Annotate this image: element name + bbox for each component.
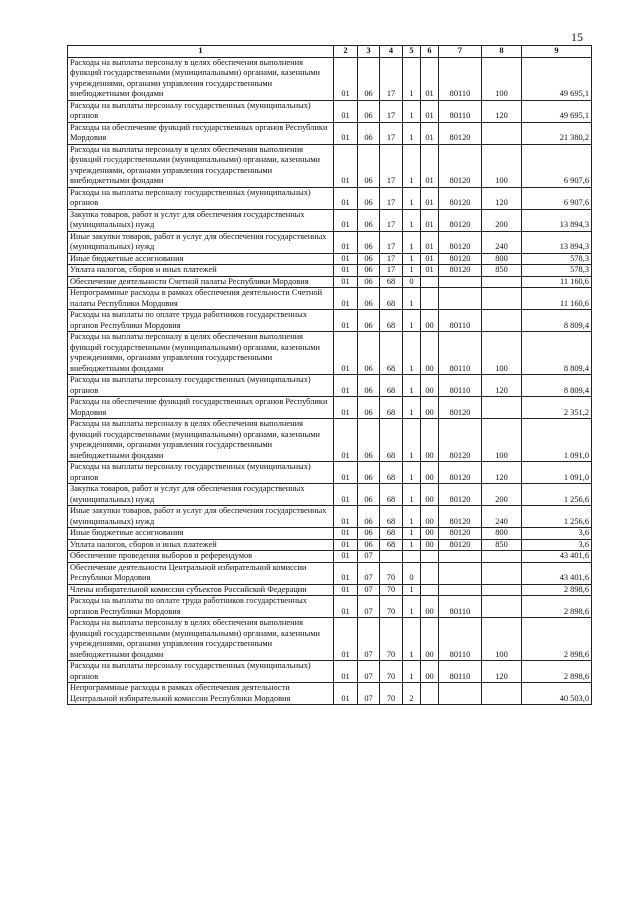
code-cell: 80120 — [439, 539, 482, 551]
code-cell: 01 — [421, 187, 439, 209]
table-row — [68, 375, 592, 397]
row-name-cell: Иные бюджетные ассигнования — [68, 528, 334, 540]
amount-cell: 49 695,1 — [522, 57, 592, 100]
code-cell: 1 — [403, 231, 421, 253]
code-cell: 80120 — [439, 462, 482, 484]
code-cell: 200 — [482, 209, 522, 231]
table-row — [68, 122, 592, 144]
code-cell: 80120 — [439, 122, 482, 144]
column-header: 4 — [380, 46, 403, 58]
code-cell: 1 — [403, 100, 421, 122]
code-cell: 01 — [334, 332, 358, 375]
code-cell — [439, 683, 482, 705]
code-cell: 68 — [380, 528, 403, 540]
code-cell: 70 — [380, 562, 403, 584]
code-cell: 1 — [403, 187, 421, 209]
table-row — [68, 187, 592, 209]
code-cell: 00 — [421, 397, 439, 419]
amount-cell: 11 160,6 — [522, 288, 592, 310]
code-cell — [482, 562, 522, 584]
table-row — [68, 661, 592, 683]
code-cell: 120 — [482, 661, 522, 683]
code-cell: 01 — [334, 506, 358, 528]
code-cell: 0 — [403, 562, 421, 584]
column-header: 5 — [403, 46, 421, 58]
table-row — [68, 562, 592, 584]
code-cell: 80120 — [439, 253, 482, 265]
amount-cell: 2 898,6 — [522, 618, 592, 661]
code-cell: 01 — [334, 596, 358, 618]
row-name-cell: Иные бюджетные ассигнования — [68, 253, 334, 265]
code-cell: 06 — [358, 375, 380, 397]
table-row — [68, 484, 592, 506]
row-name-cell: Обеспечение проведения выборов и референдумов — [68, 551, 334, 563]
code-cell: 68 — [380, 310, 403, 332]
code-cell — [482, 310, 522, 332]
code-cell — [421, 683, 439, 705]
table-row — [68, 144, 592, 187]
code-cell: 120 — [482, 462, 522, 484]
code-cell: 1 — [403, 265, 421, 277]
code-cell: 17 — [380, 231, 403, 253]
column-header: 1 — [68, 46, 334, 58]
code-cell: 01 — [334, 551, 358, 563]
code-cell: 01 — [334, 618, 358, 661]
code-cell: 68 — [380, 462, 403, 484]
row-name-cell: Расходы на обеспечение функций государственных органов Республики Мордовия — [68, 397, 334, 419]
code-cell: 80120 — [439, 484, 482, 506]
code-cell: 06 — [358, 231, 380, 253]
column-header: 7 — [439, 46, 482, 58]
code-cell: 68 — [380, 506, 403, 528]
row-name-cell: Расходы на обеспечение функций государственных органов Республики Мордовия — [68, 122, 334, 144]
code-cell: 07 — [358, 596, 380, 618]
code-cell: 120 — [482, 375, 522, 397]
code-cell: 1 — [403, 310, 421, 332]
code-cell: 01 — [334, 484, 358, 506]
code-cell: 17 — [380, 187, 403, 209]
amount-cell: 6 907,6 — [522, 144, 592, 187]
code-cell: 850 — [482, 265, 522, 277]
table-row — [68, 584, 592, 596]
code-cell: 240 — [482, 506, 522, 528]
code-cell — [439, 288, 482, 310]
code-cell: 1 — [403, 288, 421, 310]
code-cell: 01 — [334, 419, 358, 462]
code-cell: 01 — [334, 100, 358, 122]
table-row — [68, 265, 592, 277]
code-cell: 17 — [380, 265, 403, 277]
code-cell — [482, 551, 522, 563]
code-cell: 01 — [421, 265, 439, 277]
code-cell: 01 — [334, 462, 358, 484]
code-cell: 1 — [403, 584, 421, 596]
table-row — [68, 419, 592, 462]
code-cell — [439, 276, 482, 288]
code-cell: 17 — [380, 253, 403, 265]
code-cell — [380, 551, 403, 563]
row-name-cell: Обеспечение деятельности Счетной палаты Республики Мордовия — [68, 276, 334, 288]
row-name-cell: Расходы на выплаты по оплате труда работников государственных органов Республики Мордовия — [68, 310, 334, 332]
amount-cell: 2 898,6 — [522, 596, 592, 618]
code-cell: 01 — [334, 122, 358, 144]
code-cell: 01 — [334, 288, 358, 310]
amount-cell: 1 256,6 — [522, 506, 592, 528]
code-cell: 06 — [358, 484, 380, 506]
code-cell: 80110 — [439, 375, 482, 397]
code-cell: 100 — [482, 57, 522, 100]
code-cell — [421, 276, 439, 288]
table-row — [68, 539, 592, 551]
code-cell: 06 — [358, 265, 380, 277]
code-cell: 01 — [334, 539, 358, 551]
code-cell: 68 — [380, 539, 403, 551]
column-header: 2 — [334, 46, 358, 58]
code-cell: 80110 — [439, 332, 482, 375]
code-cell: 80110 — [439, 310, 482, 332]
table-row — [68, 253, 592, 265]
code-cell: 06 — [358, 332, 380, 375]
code-cell — [482, 683, 522, 705]
code-cell: 00 — [421, 419, 439, 462]
code-cell: 00 — [421, 332, 439, 375]
code-cell: 200 — [482, 484, 522, 506]
amount-cell: 2 351,2 — [522, 397, 592, 419]
code-cell: 01 — [421, 144, 439, 187]
code-cell: 00 — [421, 484, 439, 506]
code-cell: 01 — [334, 661, 358, 683]
amount-cell: 1 091,0 — [522, 462, 592, 484]
column-header: 6 — [421, 46, 439, 58]
code-cell: 1 — [403, 397, 421, 419]
code-cell: 06 — [358, 122, 380, 144]
code-cell: 1 — [403, 618, 421, 661]
code-cell: 01 — [334, 265, 358, 277]
code-cell: 01 — [334, 253, 358, 265]
row-name-cell: Непрограммные расходы в рамках обеспечения деятельности Центральной избирательной комиссии Республики Мордовия — [68, 683, 334, 705]
code-cell: 00 — [421, 539, 439, 551]
code-cell — [482, 596, 522, 618]
table-row — [68, 276, 592, 288]
amount-cell: 6 907,6 — [522, 187, 592, 209]
code-cell: 01 — [334, 187, 358, 209]
row-name-cell: Расходы на выплаты персоналу в целях обеспечения выполнения функций государственными (муниципальными) органами, казенными учреждениями, органами управления государственными внебюджетными фондами — [68, 144, 334, 187]
table-row — [68, 57, 592, 100]
code-cell — [482, 584, 522, 596]
code-cell: 01 — [334, 562, 358, 584]
row-name-cell: Расходы на выплаты персоналу в целях обеспечения выполнения функций государственными (муниципальными) органами, казенными учреждениями, органами управления государственными внебюджетными фондами — [68, 419, 334, 462]
code-cell: 06 — [358, 187, 380, 209]
row-name-cell: Расходы на выплаты персоналу государственных (муниципальных) органов — [68, 375, 334, 397]
amount-cell: 43 401,6 — [522, 551, 592, 563]
code-cell: 17 — [380, 209, 403, 231]
amount-cell: 3,6 — [522, 528, 592, 540]
code-cell: 1 — [403, 462, 421, 484]
table-header-row — [68, 46, 592, 58]
code-cell: 100 — [482, 618, 522, 661]
amount-cell: 13 894,3 — [522, 209, 592, 231]
amount-cell: 1 256,6 — [522, 484, 592, 506]
table-row — [68, 683, 592, 705]
column-header: 8 — [482, 46, 522, 58]
code-cell: 0 — [403, 276, 421, 288]
code-cell: 1 — [403, 539, 421, 551]
amount-cell: 49 695,1 — [522, 100, 592, 122]
column-header: 3 — [358, 46, 380, 58]
amount-cell: 1 091,0 — [522, 419, 592, 462]
code-cell: 70 — [380, 683, 403, 705]
row-name-cell: Непрограммные расходы в рамках обеспечения деятельности Счетной палаты Республики Мордовия — [68, 288, 334, 310]
code-cell — [482, 276, 522, 288]
code-cell: 1 — [403, 596, 421, 618]
code-cell: 01 — [421, 100, 439, 122]
code-cell: 100 — [482, 144, 522, 187]
budget-table — [67, 45, 592, 705]
code-cell: 00 — [421, 375, 439, 397]
code-cell: 01 — [334, 528, 358, 540]
code-cell: 68 — [380, 397, 403, 419]
amount-cell: 8 809,4 — [522, 375, 592, 397]
code-cell — [439, 562, 482, 584]
amount-cell: 2 898,6 — [522, 661, 592, 683]
code-cell: 80120 — [439, 265, 482, 277]
code-cell: 06 — [358, 506, 380, 528]
code-cell: 1 — [403, 528, 421, 540]
amount-cell: 578,3 — [522, 253, 592, 265]
code-cell: 06 — [358, 144, 380, 187]
code-cell: 80120 — [439, 144, 482, 187]
code-cell: 80120 — [439, 506, 482, 528]
code-cell: 80120 — [439, 397, 482, 419]
code-cell: 07 — [358, 661, 380, 683]
code-cell: 17 — [380, 144, 403, 187]
table-row — [68, 618, 592, 661]
code-cell: 06 — [358, 209, 380, 231]
code-cell: 1 — [403, 484, 421, 506]
code-cell: 07 — [358, 551, 380, 563]
code-cell — [421, 551, 439, 563]
code-cell: 68 — [380, 288, 403, 310]
code-cell: 01 — [421, 209, 439, 231]
row-name-cell: Расходы на выплаты персоналу в целях обеспечения выполнения функций государственными (муниципальными) органами, казенными учреждениями, органами управления государственными внебюджетными фондами — [68, 332, 334, 375]
code-cell: 70 — [380, 596, 403, 618]
code-cell: 01 — [334, 231, 358, 253]
code-cell: 06 — [358, 397, 380, 419]
code-cell: 80120 — [439, 528, 482, 540]
row-name-cell: Обеспечение деятельности Центральной избирательной комиссии Республики Мордовия — [68, 562, 334, 584]
code-cell: 70 — [380, 661, 403, 683]
code-cell: 17 — [380, 100, 403, 122]
code-cell: 800 — [482, 528, 522, 540]
code-cell: 01 — [334, 397, 358, 419]
row-name-cell: Расходы на выплаты по оплате труда работников государственных органов Республики Мордовия — [68, 596, 334, 618]
code-cell: 100 — [482, 332, 522, 375]
row-name-cell: Уплата налогов, сборов и иных платежей — [68, 539, 334, 551]
code-cell — [439, 551, 482, 563]
amount-cell: 8 809,4 — [522, 332, 592, 375]
table-row — [68, 528, 592, 540]
code-cell: 1 — [403, 419, 421, 462]
code-cell: 06 — [358, 253, 380, 265]
code-cell: 100 — [482, 419, 522, 462]
row-name-cell: Члены избирательной комиссии субъектов Российской Федерации — [68, 584, 334, 596]
code-cell: 120 — [482, 100, 522, 122]
table-row — [68, 209, 592, 231]
code-cell: 00 — [421, 528, 439, 540]
code-cell: 07 — [358, 683, 380, 705]
code-cell: 68 — [380, 484, 403, 506]
amount-cell: 43 401,6 — [522, 562, 592, 584]
amount-cell: 40 503,0 — [522, 683, 592, 705]
table-row — [68, 332, 592, 375]
code-cell: 1 — [403, 144, 421, 187]
code-cell: 01 — [334, 584, 358, 596]
code-cell — [421, 584, 439, 596]
table-row — [68, 310, 592, 332]
code-cell: 68 — [380, 375, 403, 397]
code-cell: 06 — [358, 462, 380, 484]
table-row — [68, 506, 592, 528]
table-row — [68, 397, 592, 419]
code-cell: 80110 — [439, 57, 482, 100]
code-cell: 01 — [334, 375, 358, 397]
code-cell — [421, 562, 439, 584]
code-cell: 06 — [358, 528, 380, 540]
code-cell: 01 — [334, 310, 358, 332]
row-name-cell: Иные закупки товаров, работ и услуг для обеспечения государственных (муниципальных) нужд — [68, 506, 334, 528]
code-cell — [403, 551, 421, 563]
code-cell — [482, 288, 522, 310]
column-header: 9 — [522, 46, 592, 58]
amount-cell: 11 160,6 — [522, 276, 592, 288]
code-cell: 80120 — [439, 419, 482, 462]
code-cell: 07 — [358, 618, 380, 661]
row-name-cell: Закупка товаров, работ и услуг для обеспечения государственных (муниципальных) нужд — [68, 484, 334, 506]
code-cell: 17 — [380, 57, 403, 100]
code-cell: 1 — [403, 209, 421, 231]
code-cell: 00 — [421, 661, 439, 683]
code-cell: 68 — [380, 276, 403, 288]
code-cell — [482, 397, 522, 419]
amount-cell: 8 809,4 — [522, 310, 592, 332]
code-cell — [439, 584, 482, 596]
amount-cell: 578,3 — [522, 265, 592, 277]
code-cell: 06 — [358, 57, 380, 100]
code-cell: 850 — [482, 539, 522, 551]
code-cell: 06 — [358, 539, 380, 551]
code-cell: 01 — [421, 57, 439, 100]
code-cell: 68 — [380, 419, 403, 462]
table-row — [68, 288, 592, 310]
code-cell: 00 — [421, 618, 439, 661]
code-cell: 800 — [482, 253, 522, 265]
code-cell: 1 — [403, 332, 421, 375]
row-name-cell: Расходы на выплаты персоналу государственных (муниципальных) органов — [68, 462, 334, 484]
code-cell: 80120 — [439, 231, 482, 253]
code-cell: 01 — [421, 122, 439, 144]
code-cell: 06 — [358, 100, 380, 122]
code-cell: 07 — [358, 584, 380, 596]
code-cell: 01 — [334, 57, 358, 100]
row-name-cell: Расходы на выплаты персоналу государственных (муниципальных) органов — [68, 100, 334, 122]
code-cell: 120 — [482, 187, 522, 209]
code-cell: 01 — [334, 144, 358, 187]
code-cell: 80110 — [439, 100, 482, 122]
code-cell — [421, 288, 439, 310]
code-cell: 1 — [403, 375, 421, 397]
amount-cell: 3,6 — [522, 539, 592, 551]
code-cell: 01 — [421, 231, 439, 253]
code-cell: 1 — [403, 661, 421, 683]
code-cell: 80110 — [439, 618, 482, 661]
row-name-cell: Расходы на выплаты персоналу в целях обеспечения выполнения функций государственными (муниципальными) органами, казенными учреждениями, органами управления государственными внебюджетными фондами — [68, 618, 334, 661]
amount-cell: 2 898,6 — [522, 584, 592, 596]
table-row — [68, 551, 592, 563]
code-cell: 70 — [380, 584, 403, 596]
code-cell: 2 — [403, 683, 421, 705]
code-cell: 00 — [421, 596, 439, 618]
code-cell: 80120 — [439, 187, 482, 209]
code-cell: 00 — [421, 462, 439, 484]
amount-cell: 21 380,2 — [522, 122, 592, 144]
code-cell: 00 — [421, 310, 439, 332]
row-name-cell: Расходы на выплаты персоналу государственных (муниципальных) органов — [68, 187, 334, 209]
code-cell: 06 — [358, 310, 380, 332]
code-cell: 17 — [380, 122, 403, 144]
code-cell: 01 — [421, 253, 439, 265]
table-row — [68, 231, 592, 253]
code-cell — [482, 122, 522, 144]
row-name-cell: Закупка товаров, работ и услуг для обеспечения государственных (муниципальных) нужд — [68, 209, 334, 231]
amount-cell: 13 894,3 — [522, 231, 592, 253]
code-cell: 1 — [403, 506, 421, 528]
table-row — [68, 462, 592, 484]
table-row — [68, 596, 592, 618]
code-cell: 1 — [403, 253, 421, 265]
code-cell: 240 — [482, 231, 522, 253]
code-cell: 80120 — [439, 209, 482, 231]
code-cell: 1 — [403, 122, 421, 144]
page-number: 15 — [571, 30, 583, 44]
code-cell: 70 — [380, 618, 403, 661]
table-row — [68, 100, 592, 122]
code-cell: 06 — [358, 276, 380, 288]
code-cell: 01 — [334, 276, 358, 288]
row-name-cell: Иные закупки товаров, работ и услуг для обеспечения государственных (муниципальных) нужд — [68, 231, 334, 253]
code-cell: 1 — [403, 57, 421, 100]
code-cell: 68 — [380, 332, 403, 375]
code-cell: 80110 — [439, 661, 482, 683]
code-cell: 06 — [358, 288, 380, 310]
row-name-cell: Расходы на выплаты персоналу в целях обеспечения выполнения функций государственными (муниципальными) органами, казенными учреждениями, органами управления государственными внебюджетными фондами — [68, 57, 334, 100]
row-name-cell: Уплата налогов, сборов и иных платежей — [68, 265, 334, 277]
row-name-cell: Расходы на выплаты персоналу государственных (муниципальных) органов — [68, 661, 334, 683]
code-cell: 07 — [358, 562, 380, 584]
code-cell: 00 — [421, 506, 439, 528]
code-cell: 06 — [358, 419, 380, 462]
code-cell: 01 — [334, 683, 358, 705]
code-cell: 80110 — [439, 596, 482, 618]
code-cell: 01 — [334, 209, 358, 231]
